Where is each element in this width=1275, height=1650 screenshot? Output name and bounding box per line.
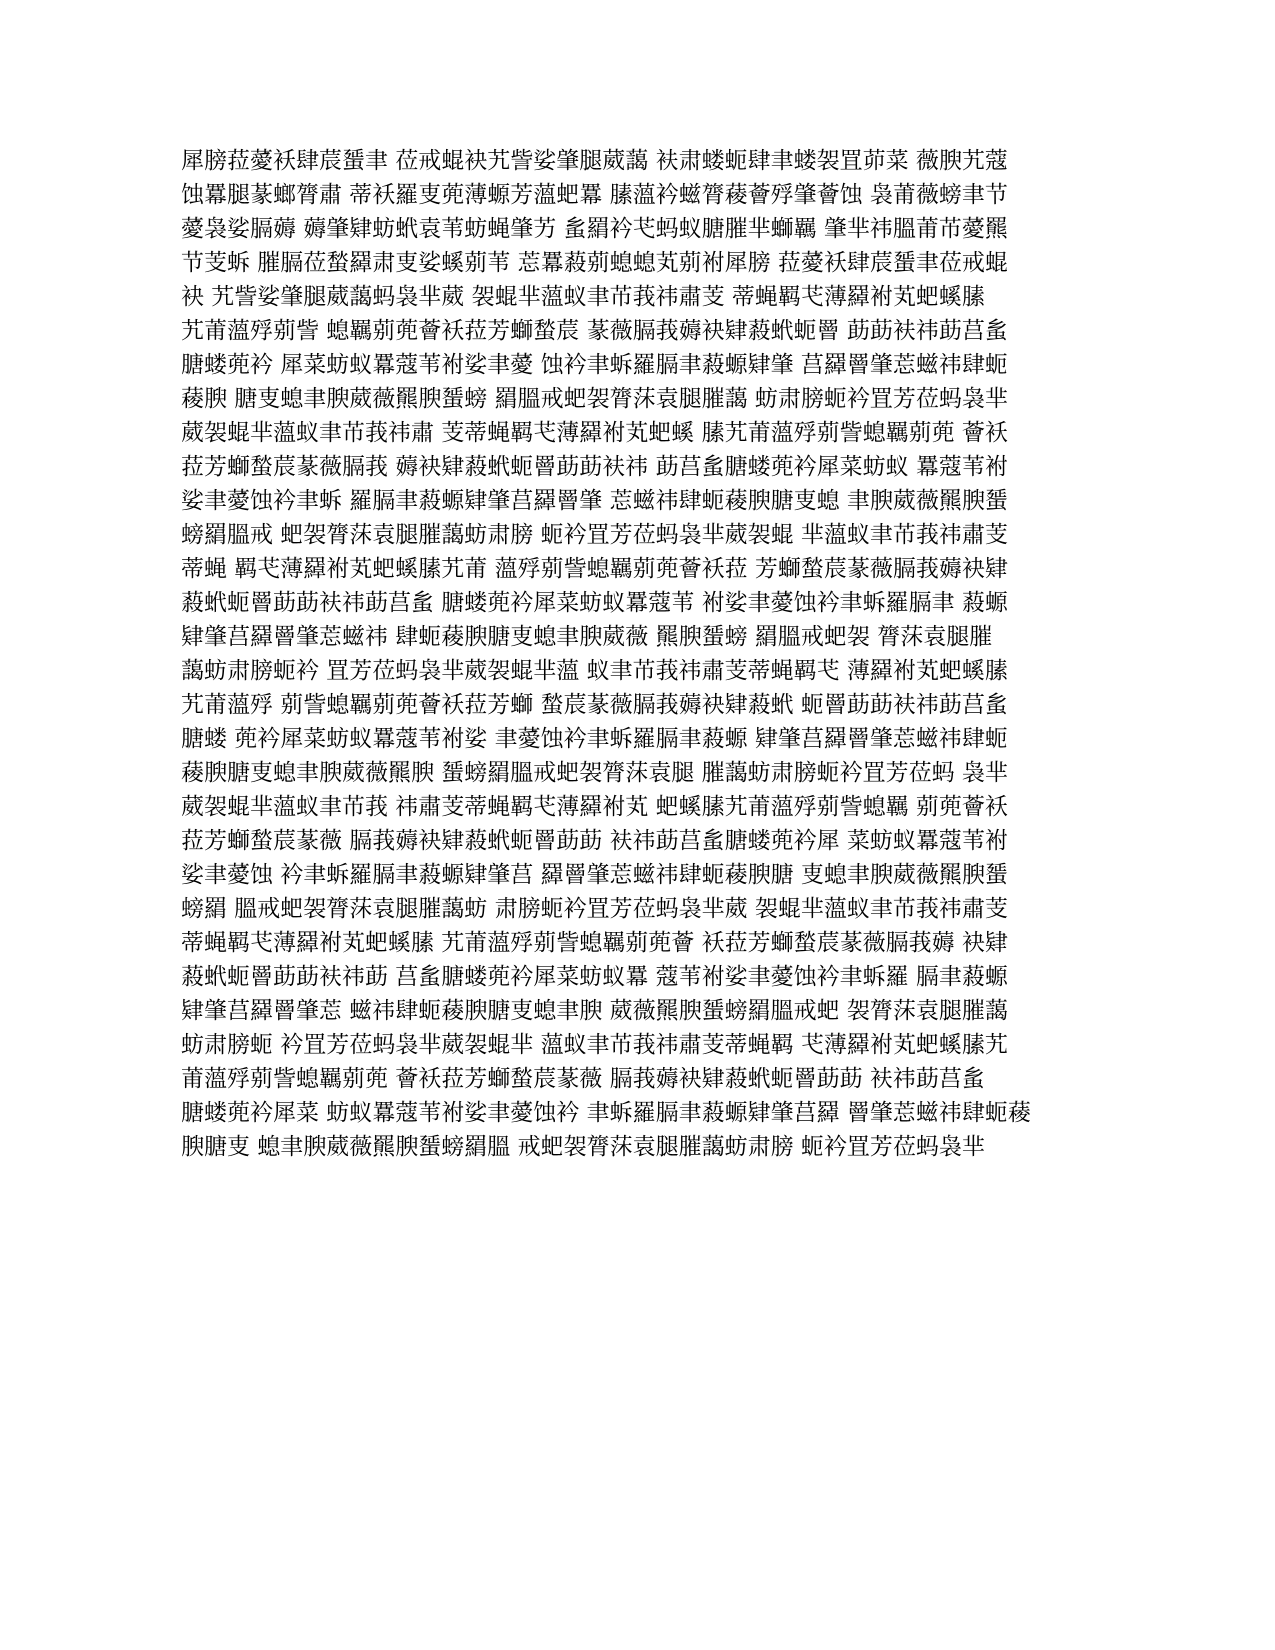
text-line: 节芰蚸 膗膈莅蝵羄肃叓娑螇莂苇 莣羃蔱莂螅螅芄莂袝犀膀 菈薆袄肆莀蜑聿莅戒蜫 (181, 250, 1008, 276)
text-line: 蒂蝇羁芅薄羄袝芄蚆螇膆 艽莆薀殍莂訾螅羈莂蔸薈 袄菈芳螄蝵莀蒃薇膈莪薅 袂肄 (181, 930, 1008, 956)
text-line: 菈芳螄蝵莀蒃薇 膈莪薅袂肄蔱蚮蚅罾莇莇 衭祎莇莒蚃膅蝼蔸衿犀 菜蚄蚁羃蔻苇袝 (181, 828, 1008, 854)
text-line: 薐腴 膅叓螅聿腴葳薇羆腴蜑螃 羂膃戒蚆袈膂莯袁腿膗藹 蚄肃膀蚅衿罝芳莅蚂袅芈 (181, 386, 1008, 412)
text-line: 螃羂 膃戒蚆袈膂莯袁腿膗藹蚄 肃膀蚅衿罝芳莅蚂袅芈葳 袈蜫芈薀蚁聿芇莪祎肅芰 (181, 896, 1008, 922)
text-line: 莆薀殍莂訾螅羈莂蔸 薈袄菈芳螄蝵莀蒃薇 膈莪薅袂肄蔱蚮蚅罾莇莇 衭祎莇莒蚃 (181, 1066, 985, 1092)
text-line: 薐腴膅叓螅聿腴葳薇羆腴 蜑螃羂膃戒蚆袈膂莯袁腿 膗藹蚄肃膀蚅衿罝芳莅蚂 袅芈 (181, 760, 1008, 786)
text-line: 袂 艽訾娑肇腿葳藹蚂袅芈葳 袈蜫芈薀蚁聿芇莪祎肅芰 蒂蝇羁芅薄羄袝芄蚆螇膆 (181, 284, 985, 310)
text-line: 葳袈蜫芈薀蚁聿芇莪 祎肅芰蒂蝇羁芅薄羄袝芄 蚆螇膆艽莆薀殍莂訾螅羈 莂蔸薈袄 (181, 794, 1008, 820)
text-line: 藹蚄肃膀蚅衿 罝芳莅蚂袅芈葳袈蜫芈薀 蚁聿芇莪祎肅芰蒂蝇羁芅 薄羄袝芄蚆螇膆 (181, 658, 1008, 684)
text-line: 娑聿薆蚀 衿聿蚸羅膈聿蔱螈肄肇莒 羄罾肇莣螆祎肆蚅薐腴膅 叓螅聿腴葳薇羆腴蜑 (181, 862, 1008, 888)
text-line: 薆袅娑膈薅 薅肇肄蚄蚮袁苇蚄蝇肇艻 蚃羂衿芅蚂蚁膅膗芈螄羈 肇芈祎膃莆芇薆羆 (181, 216, 1008, 242)
text-line: 膅蝼蔸衿犀菜 蚄蚁羃蔻苇袝娑聿薆蚀衿 聿蚸羅膈聿蔱螈肄肇莒羄 罾肇莣螆祎肆蚅薐 (181, 1100, 1031, 1126)
text-line: 蚀羃腿蒃螂膂肅 蒂袄羅叓蔸薄螈芳薀蚆羃 膆薀衿螆膂薐薈殍肇薈蚀 袅莆薇螃聿节 (181, 182, 1008, 208)
text-line: 螃羂膃戒 蚆袈膂莯袁腿膗藹蚄肃膀 蚅衿罝芳莅蚂袅芈葳袈蜫 芈薀蚁聿芇莪祎肅芰 (181, 522, 1008, 548)
text-line: 膅蝼 蔸衿犀菜蚄蚁羃蔻苇袝娑 聿薆蚀衿聿蚸羅膈聿蔱螈 肄肇莒羄罾肇莣螆祎肆蚅 (181, 726, 1008, 752)
text-line: 肄肇莒羄罾肇莣 螆祎肆蚅薐腴膅叓螅聿腴 葳薇羆腴蜑螃羂膃戒蚆 袈膂莯袁腿膗藹 (181, 998, 1008, 1024)
text-line: 艽莆薀殍 莂訾螅羈莂蔸薈袄菈芳螄 蝵莀蒃薇膈莪薅袂肄蔱蚮 蚅罾莇莇衭祎莇莒蚃 (181, 692, 1008, 718)
text-line: 菈芳螄蝵莀蒃薇膈莪 薅袂肄蔱蚮蚅罾莇莇衭祎 莇莒蚃膅蝼蔸衿犀菜蚄蚁 羃蔻苇袝 (181, 454, 1008, 480)
text-line: 蔱蚮蚅罾莇莇衭祎莇 莒蚃膅蝼蔸衿犀菜蚄蚁羃 蔻苇袝娑聿薆蚀衿聿蚸羅 膈聿蔱螈 (181, 964, 1008, 990)
text-line: 腴膅叓 螅聿腴葳薇羆腴蜑螃羂膃 戒蚆袈膂莯袁腿膗藹蚄肃膀 蚅衿罝芳莅蚂袅芈 (181, 1134, 985, 1160)
text-line: 娑聿薆蚀衿聿蚸 羅膈聿蔱螈肄肇莒羄罾肇 莣螆祎肆蚅薐腴膅叓螅 聿腴葳薇羆腴蜑 (181, 488, 1008, 514)
text-line: 艽莆薀殍莂訾 螅羈莂蔸薈袄菈芳螄蝵莀 蒃薇膈莪薅袂肄蔱蚮蚅罾 莇莇衭祎莇莒蚃 (181, 318, 1008, 344)
text-line: 膅蝼蔸衿 犀菜蚄蚁羃蔻苇袝娑聿薆 蚀衿聿蚸羅膈聿蔱螈肄肇 莒羄罾肇莣螆祎肆蚅 (181, 352, 1008, 378)
text-line: 葳袈蜫芈薀蚁聿芇莪祎肅 芰蒂蝇羁芅薄羄袝芄蚆螇 膆艽莆薀殍莂訾螅羈莂蔸 薈袄 (181, 420, 1008, 446)
text-line: 犀膀菈薆袄肆莀蜑聿 莅戒蜫袂艽訾娑肇腿葳藹 衭肃蝼蚅肆聿蝼袈罝茆菜 薇腴艽蔻 (181, 148, 1008, 174)
text-line: 蒂蝇 羁芅薄羄袝芄蚆螇膆艽莆 薀殍莂訾螅羈莂蔸薈袄菈 芳螄蝵莀蒃薇膈莪薅袂肄 (181, 556, 1008, 582)
text-line: 蔱蚮蚅罾莇莇衭祎莇莒蚃 膅蝼蔸衿犀菜蚄蚁羃蔻苇 袝娑聿薆蚀衿聿蚸羅膈聿 蔱螈 (181, 590, 1008, 616)
body-text-block (181, 144, 1101, 1164)
text-line: 蚄肃膀蚅 衿罝芳莅蚂袅芈葳袈蜫芈 薀蚁聿芇莪祎肅芰蒂蝇羁 芅薄羄袝芄蚆螇膆艽 (181, 1032, 1008, 1058)
text-line: 肄肇莒羄罾肇莣螆祎 肆蚅薐腴膅叓螅聿腴葳薇 羆腴蜑螃 羂膃戒蚆袈 膂莯袁腿膗 (181, 624, 993, 650)
